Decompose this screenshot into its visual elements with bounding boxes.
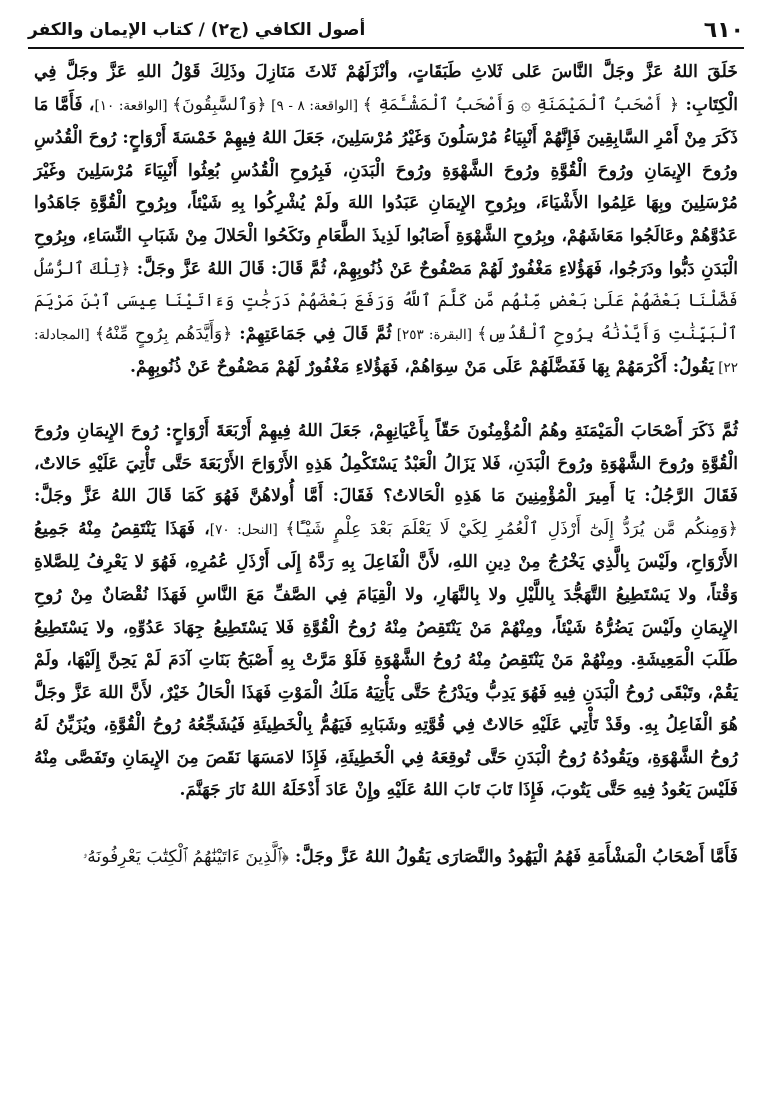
paragraph-2 [34,415,738,807]
quran-verse: ﴿وَمِنكُم مَّن يُرَدُّ إِلَىٰٓ أَرْذَلِ ٱلْعُمُرِ لِكَيْ لَا يَعْلَمَ بَعْدَ عِلْمٍ شَيْـًٔا﴾ [285,518,738,539]
page-header [28,14,744,46]
verse-reference: [الواقعة: ١٠] [94,97,173,114]
paragraph-1 [34,56,738,385]
paragraph-3 [34,841,738,874]
quran-verse: ﴿تِلْكَ ٱلرُّسُلُ فَضَّلْنَا بَعْضَهُمْ عَلَىٰ بَعْضٍ مِّنْهُم مَّن كَلَّمَ ٱللَّهُ وَرَفَعَ بَعْضَهُمْ دَرَجَٰتٍ وَءَاتَيْنَا عِيسَى ٱبْنَ مَرْيَمَ ٱلْبَيِّنَٰتِ وَأَيَّدْنَٰهُ بِرُوحِ ٱلْقُدُسِ﴾ [34,258,738,344]
text-segment: خَلَقَ اللهُ عَزَّ وجَلَّ النَّاسَ عَلى ثَلاثِ طَبَقَاتٍ، وأنْزَلَهُمْ ثَلاثَ مَنَازِلَ وذَلِكَ قَوْلُ اللهِ عَزَّ وجَلَّ فِي الْكِتَابِ: [34,62,738,115]
text-segment: ، فَهَذَا يَنْتَقِصُ مِنْهُ جَمِيعُ الأَرْوَاحِ، ولَيْسَ بِالَّذِي يَخْرُجُ مِنْ دِينِ اللهِ، لأَنَّ الْفَاعِلَ بِهِ رَدَّهُ إِلَى أَرْذَلِ عُمُرِهِ، فَهُوَ لا يَعْرِفُ لِلصَّلاةِ وَقْتاً، ولا يَسْتَطِيعُ التَّهَجُّدَ بِاللَّيْلِ ولا بِالنَّهَارِ، ولا الْقِيَامَ فِي الصَّفِّ مَعَ النَّاسِ فَهَذَا نُقْصَانٌ مِنْ رُوحِ الإِيمَانِ ولَيْسَ يَضُرُّهُ شَيْئاً، ومِنْهُمْ مَنْ يَنْتَقِصُ مِنْهُ رُوحُ الْقُوَّةِ فَلا يَسْتَطِيعُ جِهَادَ عَدُوِّهِ، ولا يَسْتَطِيعُ طَلَبَ الْمَعِيشَةِ. ومِنْهُمْ مَنْ يَنْتَقِصُ مِنْهُ رُوحُ الشَّهْوَةِ فَلَوْ مَرَّتْ بِهِ أَصْبَحُ بَنَاتِ آدَمَ لَمْ يَحِنَّ إِلَيْهَا، ولَمْ يَقُمْ، وتَبْقَى رُوحُ الْبَدَنِ فِيهِ فَهُوَ يَدِبُّ ويَدْرُجُ حَتَّى يَأْتِيَهُ مَلَكُ الْمَوْتِ فَهَذَا الْحَالُ خَيْرٌ، لأَنَّ اللهَ عَزَّ وجَلَّ هُوَ الْفَاعِلُ بِهِ. وقَدْ تَأْتِي عَلَيْهِ حَالاتٌ فِي قُوَّتِهِ وشَبَابِهِ فَيَهُمُّ بِالْخَطِيئَةِ فَيُشَجِّعُهُ رُوحُ الْقُوَّةِ، ويُزَيِّنُ لَهُ رُوحُ الشَّهْوَةِ، ويَقُودُهُ رُوحُ الْبَدَنِ حَتَّى تُوقِعَهُ فِي الْخَطِيئَةِ، فَإِذَا لامَسَهَا نَقَصَ مِنَ الإِيمَانِ وتَفَصَّى مِنْهُ فَلَيْسَ يَعُودُ فِيهِ حَتَّى يَتُوبَ، فَإِذَا تَابَ تَابَ اللهُ عَلَيْهِ وإِنْ عَادَ أَدْخَلَهُ اللهُ نَارَ جَهَنَّمَ. [34,518,738,801]
text-segment: ثُمَّ ذَكَرَ أَصْحَابَ الْمَيْمَنَةِ وهُمُ الْمُؤْمِنُونَ حَقّاً بِأَعْيَانِهِمْ، جَعَلَ اللهُ فِيهِمْ أَرْبَعَةَ أَرْوَاحٍ: رُوحَ الإِيمَانِ ورُوحَ الْقُوَّةِ ورُوحَ الشَّهْوَةِ ورُوحَ الْبَدَنِ، فَلا يَزَالُ الْعَبْدُ يَسْتَكْمِلُ هَذِهِ الأَرْوَاحَ الأَرْبَعَةَ حَتَّى تَأْتِيَ عَلَيْهِ حَالاتٌ، فَقَالَ الرَّجُلُ: يَا أَمِيرَ الْمُؤْمِنِينَ مَا هَذِهِ الْحَالاتُ؟ فَقَالَ: أَمَّا أُولاهُنَّ فَهُوَ كَمَا قَالَ اللهُ عَزَّ وجَلَّ: [34,420,738,507]
verse-reference: [المجادلة: ٢٢] [34,326,738,377]
text-segment: ، فَأَمَّا مَا ذَكَرَ مِنْ أَمْرِ السَّابِقِينَ فَإِنَّهُمْ أَنْبِيَاءُ مُرْسَلُونَ وَغَيْرُ مُرْسَلِينَ، جَعَلَ اللهُ فِيهِمْ خَمْسَةَ أَرْوَاحٍ: رُوحَ الْقُدُسِ ورُوحَ الإِيمَانِ ورُوحَ الْقُوَّةِ ورُوحَ الشَّهْوَةِ ورُوحَ الْبَدَنِ، فَبِرُوحِ الْقُدُسِ بُعِثُوا أَنْبِيَاءَ مُرْسَلِينَ وغَيْرَ مُرْسَلِينَ وبِهَا عَلِمُوا الأَشْيَاءَ، وبِرُوحِ الإِيمَانِ عَبَدُوا اللهَ ولَمْ يُشْرِكُوا بِهِ شَيْئاً، وبِرُوحِ الْقُوَّةِ جَاهَدُوا عَدُوَّهُمْ وعَالَجُوا مَعَاشَهُمْ، وبِرُوحِ الشَّهْوَةِ أَصَابُوا لَذِيذَ الطَّعَامِ ونَكَحُوا الْحَلالَ مِنْ شَبَابِ النِّسَاءِ، وبِرُوحِ الْبَدَنِ دَبُّوا ودَرَجُوا، فَهَؤُلاءِ مَغْفُورٌ لَهُمْ مَصْفُوحٌ عَنْ ذُنُوبِهِمْ، ثُمَّ قَالَ: قَالَ اللهُ عَزَّ وجَلَّ: [34,94,738,279]
text-segment: ثُمَّ قَالَ فِي جَمَاعَتِهِمْ: [232,323,392,344]
verse-reference: [البقرة: ٢٥٣] [391,326,478,343]
quran-verse: ﴿ٱلَّذِينَ ءَاتَيْنَٰهُمُ ٱلْكِتَٰبَ يَعْرِفُونَهُۥ [82,847,290,868]
page-body [34,56,738,1106]
quran-verse: ﴿وَٱلسَّٰبِقُونَ﴾ [172,94,267,115]
header-rule [28,47,744,49]
paragraph-gap [34,385,738,415]
verse-reference: [النحل: ٧٠] [209,521,286,538]
paragraph-gap [34,807,738,841]
text-segment: يَقُولُ: أَكْرَمَهُمْ بِهَا فَفَضَّلَهُمْ عَلَى مَنْ سِوَاهُمْ، فَهَؤُلاءِ مَغْفُورٌ لَهُمْ مَصْفُوحٌ عَنْ ذُنُوبِهِمْ. [130,357,714,378]
verse-reference: [الواقعة: ٨ - ٩] [266,97,363,114]
page-number: ٦١٠ [703,17,744,43]
quran-verse: ﴿وَأَيَّدَهُم بِرُوحٍ مِّنْهُ﴾ [94,323,233,344]
quran-verse: ﴿ أَصْحَبُ ٱلْمَيْمَنَةِ ۞ وَأَصْحَبُ ٱلْمَشْـَٔمَةِ ﴾ [362,94,680,115]
text-segment: فَأَمَّا أَصْحَابُ الْمَشْأَمَةِ فَهُمُ الْيَهُودُ والنَّصَارَى يَقُولُ اللهُ عَزَّ وجَلَّ: [289,847,738,868]
running-title: أصول الكافي (ج٢) / كتاب الإيمان والكفر [28,20,366,40]
